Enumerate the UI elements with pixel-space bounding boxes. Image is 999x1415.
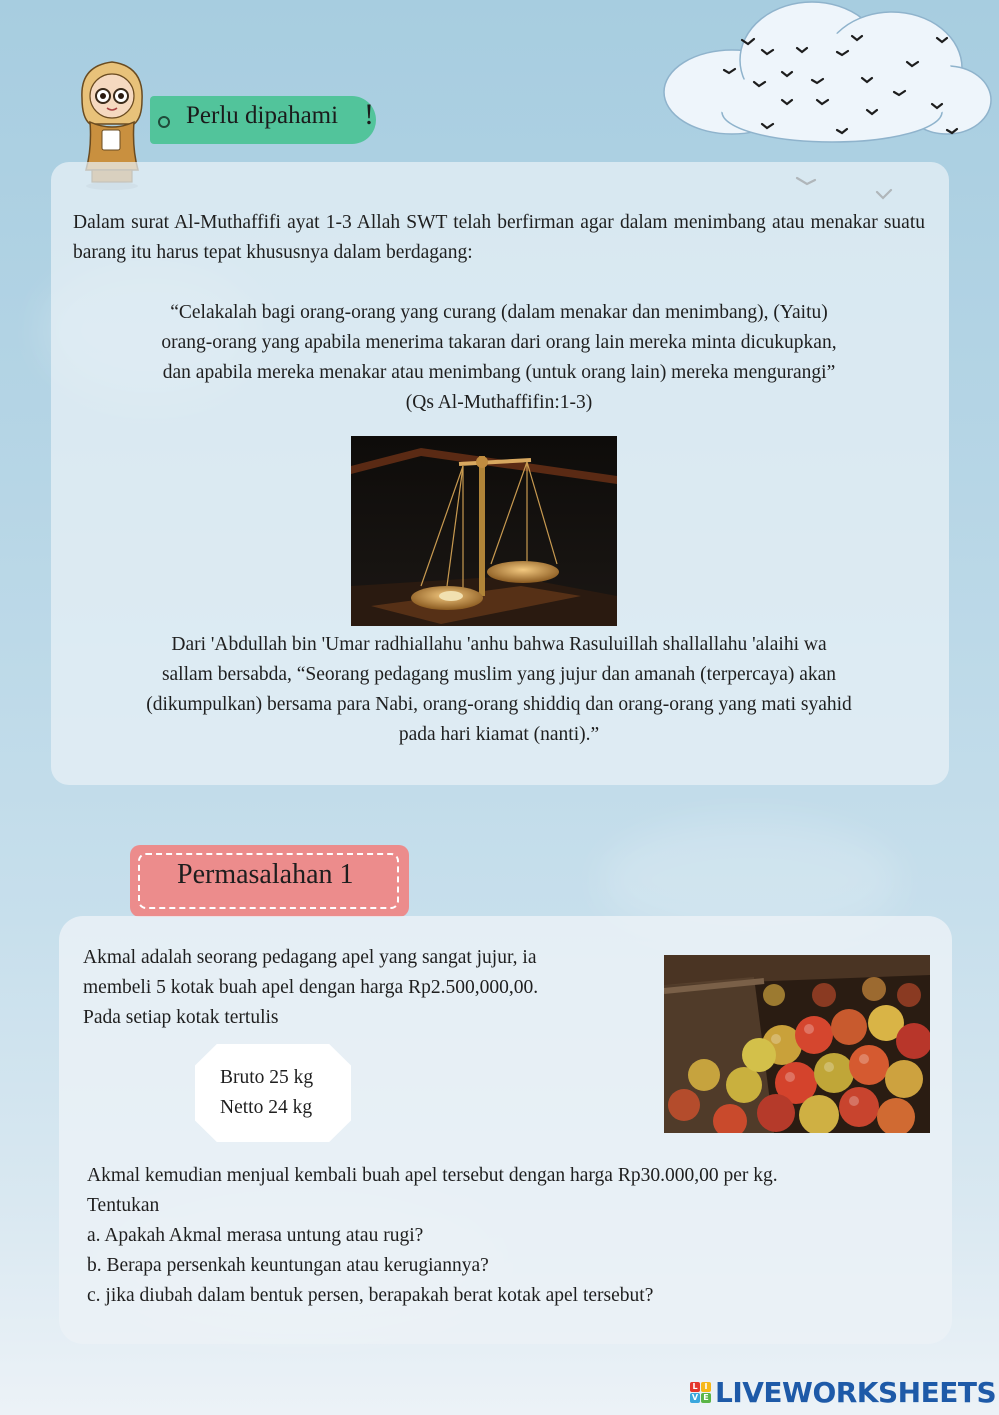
problem-statement: Akmal kemudian menjual kembali buah apel tersebut dengan harga Rp30.000,00 per kg.	[87, 1165, 778, 1186]
problem-intro-line: membeli 5 kotak buah apel dengan harga Rp2.500,000,00.	[83, 977, 539, 998]
exclamation-mark: !	[364, 98, 374, 131]
quote-citation: (Qs Al-Muthaffifin:1-3)	[405, 392, 593, 413]
quote-line: orang-orang yang apabila menerima takaran dari orang lain mereka minta dicukupkan,	[161, 332, 837, 353]
logo-letter-e: E	[701, 1393, 711, 1403]
logo-letter-l: L	[690, 1382, 700, 1392]
question-c: c. jika diubah dalam bentuk persen, berapakah berat kotak apel tersebut?	[87, 1285, 654, 1306]
question-b: b. Berapa persenkah keuntungan atau kerugiannya?	[87, 1255, 489, 1276]
hadith-line: (dikumpulkan) bersama para Nabi, orang-orang shiddiq dan orang-orang yang mati syahid	[146, 694, 852, 715]
logo-letter-i: I	[701, 1382, 711, 1392]
problem-intro-line: Pada setiap kotak tertulis	[83, 1007, 279, 1028]
quote-line: “Celakalah bagi orang-orang yang curang (dalam menakar dan menimbang), (Yaitu)	[170, 302, 828, 323]
hadith-line: sallam bersabda, “Seorang pedagang muslim yang jujur dan amanah (terpercaya) akan	[161, 664, 837, 685]
bruto-text: Bruto 25 kg	[220, 1067, 314, 1088]
liveworksheets-logo-icon	[690, 1382, 711, 1403]
problem-intro	[83, 943, 643, 1033]
problem-title: Permasalahan 1	[177, 859, 354, 890]
liveworksheets-logo	[690, 1374, 996, 1410]
logo-letter-v: V	[691, 1392, 699, 1402]
cloud-birds-illustration	[662, 0, 992, 150]
weight-label	[220, 1063, 313, 1123]
hadith-line: Dari 'Abdullah bin 'Umar radhiallahu 'anhu bahwa Rasuluillah shallallahu 'alaihi wa	[171, 634, 827, 655]
hadith-line: pada hari kiamat (nanti).”	[398, 724, 600, 745]
section-heading: Perlu dipahami	[186, 102, 339, 129]
question-a: a. Apakah Akmal merasa untung atau rugi?	[87, 1225, 424, 1246]
bullet-icon	[158, 116, 170, 128]
quote-line: dan apabila mereka menakar atau menimbang (untuk orang lain) mereka mengurangi”	[162, 362, 836, 383]
problem-body	[87, 1161, 925, 1311]
apple-crate-photo	[664, 955, 930, 1133]
intro-paragraph: Dalam surat Al-Muthaffifi ayat 1-3 Allah SWT telah berfirman agar dalam menimbang atau menakar suatu barang itu harus tepat khususnya dalam berdagang:	[73, 212, 925, 263]
problem-intro-line: Akmal adalah seorang pedagang apel yang sangat jujur, ia	[83, 947, 537, 968]
liveworksheets-logo-text: LIVEWORKSHEETS	[715, 1375, 997, 1409]
tentukan-label: Tentukan	[87, 1195, 160, 1216]
netto-text: Netto 24 kg	[220, 1097, 313, 1118]
balance-scale-photo	[351, 436, 617, 626]
